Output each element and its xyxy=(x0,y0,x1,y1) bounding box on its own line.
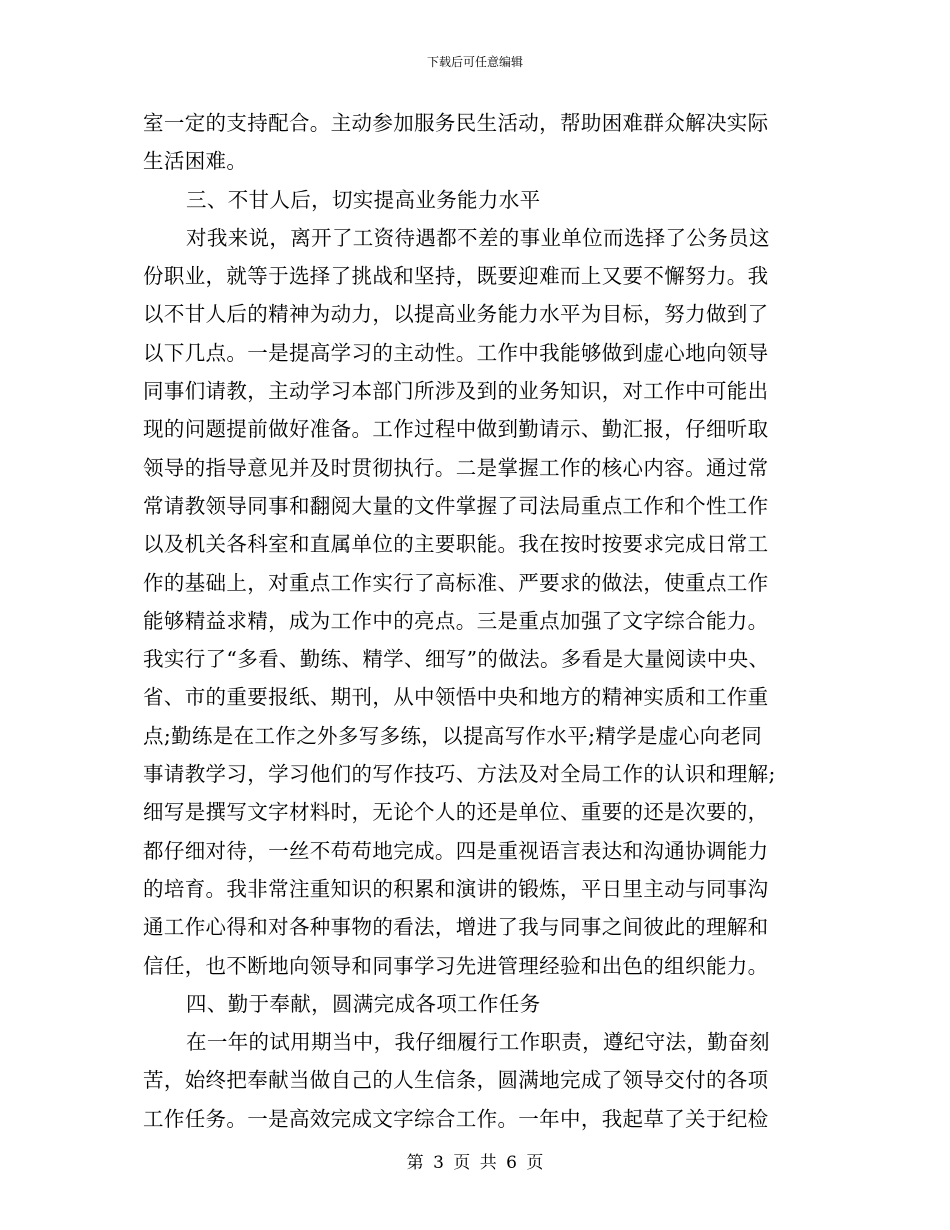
text-line: 工作任务。一是高效完成文字综合工作。一年中，我起草了关于纪检 xyxy=(143,1106,769,1131)
text-line: 细写是撰写文字材料时，无论个人的还是单位、重要的还是次要的， xyxy=(143,800,769,825)
text-line: 生活困难。 xyxy=(143,149,248,174)
text-line: 苦，始终把奉献当做自己的人生信条，圆满地完成了领导交付的各项 xyxy=(143,1068,769,1093)
text-line: 事请教学习，学习他们的写作技巧、方法及对全局工作的认识和理解; xyxy=(143,762,776,787)
text-line: 份职业，就等于选择了挑战和坚持，既要迎难而上又要不懈努力。我 xyxy=(143,264,769,289)
text-line: 室一定的支持配合。主动参加服务民生活动，帮助困难群众解决实际 xyxy=(143,111,769,135)
text-line: 现的问题提前做好准备。工作过程中做到勤请示、勤汇报，仔细听取 xyxy=(143,417,769,442)
text-line: 以及机关各科室和直属单位的主要职能。我在按时按要求完成日常工 xyxy=(143,532,769,557)
text-line: 点;勤练是在工作之外多写多练，以提高写作水平;精学是虚心向老同 xyxy=(143,723,763,748)
text-line: 信任，也不断地向领导和同事学习先进管理经验和出色的组织能力。 xyxy=(143,953,769,978)
text-line: 对我来说，离开了工资待遇都不差的事业单位而选择了公务员这 xyxy=(186,225,770,250)
text-line: 作的基础上，对重点工作实行了高标准、严要求的做法，使重点工作 xyxy=(143,570,769,595)
text-line: 通工作心得和对各种事物的看法，增进了我与同事之间彼此的理解和 xyxy=(143,915,769,940)
text-line: 在一年的试用期当中，我仔细履行工作职责，遵纪守法，勤奋刻 xyxy=(186,1030,770,1055)
text-line: 常请教领导同事和翻阅大量的文件掌握了司法局重点工作和个性工作 xyxy=(143,493,769,518)
text-line: 省、市的重要报纸、期刊，从中领悟中央和地方的精神实质和工作重 xyxy=(143,685,769,710)
text-line: 能够精益求精，成为工作中的亮点。三是重点加强了文字综合能力。 xyxy=(143,608,769,633)
text-line: 的培育。我非常注重知识的积累和演讲的锻炼，平日里主动与同事沟 xyxy=(143,876,769,901)
text-line: 我实行了“多看、勤练、精学、细写”的做法。多看是大量阅读中央、 xyxy=(143,647,770,672)
text-line: 四、勤于奉献，圆满完成各项工作任务 xyxy=(186,991,541,1016)
text-line: 以下几点。一是提高学习的主动性。工作中我能够做到虚心地向领导 xyxy=(143,340,769,365)
page-footer: 第 3 页 共 6 页 xyxy=(406,1153,544,1173)
text-line: 同事们请教，主动学习本部门所涉及到的业务知识，对工作中可能出 xyxy=(143,379,769,404)
text-line: 以不甘人后的精神为动力，以提高业务能力水平为目标，努力做到了 xyxy=(143,302,769,327)
text-line: 都仔细对待，一丝不苟苟地完成。四是重视语言表达和沟通协调能力 xyxy=(143,838,769,863)
document-body xyxy=(143,104,807,1138)
page-header: 下载后可任意编辑 xyxy=(426,55,523,69)
text-line: 三、不甘人后，切实提高业务能力水平 xyxy=(186,187,541,212)
text-line: 领导的指导意见并及时贯彻执行。二是掌握工作的核心内容。通过常 xyxy=(143,455,769,480)
